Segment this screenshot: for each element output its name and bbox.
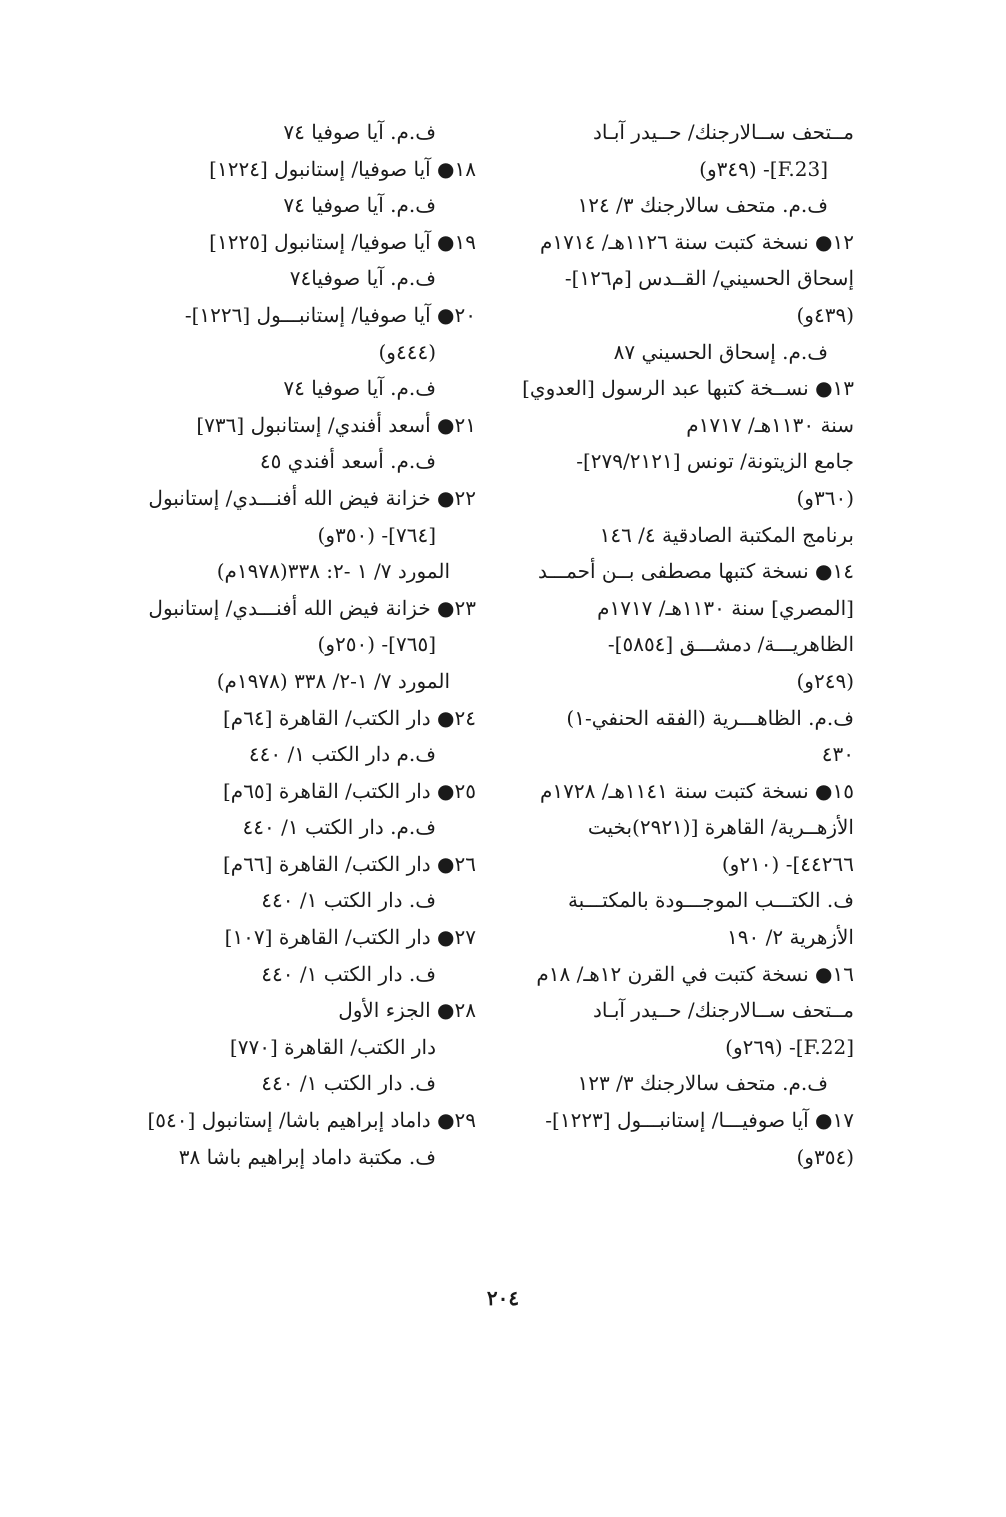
- text-line: ٤٤٢٦٦]- (٢١٠و): [721, 851, 854, 876]
- entry-heading: ٢٣● خزانة فيض الله أفنـــدي/ إستانبول: [148, 595, 476, 620]
- entry-heading: ٢٤● دار الكتب/ القاهرة [٦٤م]: [223, 705, 476, 730]
- text-line: ف. مكتبة داماد إبراهيم باشا ٣٨: [178, 1144, 436, 1169]
- entry-heading: ٢٧● دار الكتب/ القاهرة [١٠٧]: [224, 925, 476, 950]
- entry-heading: ١٨● آيا صوفيا/ إستانبول [١٢٢٤]: [209, 156, 476, 181]
- text-line: برنامج المكتبة الصادقية ٤/ ١٤٦: [599, 522, 854, 547]
- text-line: ف. الكتـــب الموجـــودة بالمكتـــبة: [567, 888, 854, 913]
- text-line: ف.م. متحف سالارجنك ٣/ ١٢٣: [577, 1071, 828, 1096]
- text-line: ف. دار الكتب ١/ ٤٤٠: [261, 1071, 436, 1096]
- entry-heading: ١٩● آيا صوفيا/ إستانبول [١٢٢٥]: [209, 229, 476, 254]
- text-line: [F.23]- (٣٤٩و): [699, 156, 828, 181]
- entry-heading: ١٣● نســخة كتبها عبد الرسول [العدوي]: [522, 376, 854, 401]
- text-line: ف.م. دار الكتب ١/ ٤٤٠: [242, 815, 436, 840]
- text-line: الأزهــرية/ القاهرة [(٢٩٢١)بخيت: [587, 815, 854, 840]
- text-line: ف.م. متحف سالارجنك ٣/ ١٢٤: [577, 193, 828, 218]
- text-line: ف.م. آيا صوفيا٧٤: [289, 266, 436, 291]
- entry-heading: ٢٥● دار الكتب/ القاهرة [٦٥م]: [223, 778, 476, 803]
- text-line: ف.م. آيا صوفيا ٧٤: [283, 376, 436, 401]
- text-line: (٣٦٠و): [796, 485, 854, 510]
- text-line: ف.م. آيا صوفيا ٧٤: [283, 193, 436, 218]
- text-line: جامع الزيتونة/ تونس [٢٧٩/٢١٢١]-: [576, 449, 854, 474]
- text-line: [٧٦٥]- (٢٥٠و): [317, 632, 436, 657]
- text-line: (٤٣٩و): [796, 302, 854, 327]
- text-line: ٤٣٠: [821, 742, 854, 767]
- text-line: (٢٤٩و): [796, 668, 854, 693]
- text-line: ف.م. الظاهـــرية (الفقه الحنفي-١): [566, 705, 854, 730]
- text-line: مــتحف ســالارجنك/ حــيدر آبـاد: [592, 120, 854, 144]
- entry-heading: ١٢● نسخة كتبت سنة ١١٢٦هـ/ ١٧١٤م: [540, 229, 854, 254]
- text-line: (٣٥٤و): [796, 1144, 854, 1169]
- entry-heading: ٢٠● آيا صوفيا/ إستانبـــول [١٢٢٦]-: [184, 302, 476, 327]
- text-line: (٤٤٤و): [378, 339, 436, 364]
- text-line: ف.م. آيا صوفيا ٧٤: [283, 120, 436, 144]
- text-line: الظاهريـــة/ دمشـــق [٥٨٥٤]-: [607, 632, 854, 657]
- text-line: الأزهرية ٢/ ١٩٠: [727, 925, 854, 950]
- text-line: المورد ٧/ ١ -٢: ٣٣٨(١٩٧٨م): [216, 559, 450, 584]
- text-line: مــتحف ســالارجنك/ حــيدر آبـاد: [592, 998, 854, 1023]
- text-line: ف.م. أسعد أفندي ٤٥: [259, 449, 436, 474]
- text-line: [F.22]- (٢٦٩و): [725, 1034, 854, 1059]
- text-line: سنة ١١٣٠هـ/ ١٧١٧م: [686, 412, 854, 437]
- entry-heading: ٢٩● داماد إبراهيم باشا/ إستانبول [٥٤٠]: [147, 1108, 476, 1133]
- right-column: [514, 114, 854, 1175]
- text-line: [٧٦٤]- (٣٥٠و): [317, 522, 436, 547]
- text-line: المورد ٧/ ١-٢/ ٣٣٨ (١٩٧٨م): [216, 668, 450, 693]
- text-line: ف.م دار الكتب ١/ ٤٤٠: [248, 742, 436, 767]
- text-line: ف.م. إسحاق الحسيني ٨٧: [613, 339, 828, 364]
- entry-heading: ١٦● نسخة كتبت في القرن ١٢هـ/ ١٨م: [536, 961, 854, 986]
- text-line: [المصري] سنة ١١٣٠هـ/ ١٧١٧م: [597, 595, 854, 620]
- entry-heading: ٢٨● الجزء الأول: [338, 998, 476, 1023]
- text-line: ف. دار الكتب ١/ ٤٤٠: [261, 961, 436, 986]
- entry-heading: ٢١● أسعد أفندي/ إستانبول [٧٣٦]: [196, 412, 476, 437]
- page-number: ٢٠٤: [486, 1286, 520, 1310]
- entry-heading: ١٤● نسخة كتبها مصطفى بــن أحمـــد: [538, 559, 854, 584]
- text-line: إسحاق الحسيني/ القــدس [م١٢٦]-: [564, 266, 854, 291]
- left-column: [126, 114, 476, 1175]
- entry-heading: ٢٦● دار الكتب/ القاهرة [٦٦م]: [223, 851, 476, 876]
- entry-heading: ١٥● نسخة كتبت سنة ١١٤١هـ/ ١٧٢٨م: [540, 778, 854, 803]
- entry-heading: ٢٢● خزانة فيض الله أفنـــدي/ إستانبول: [148, 485, 476, 510]
- text-line: دار الكتب/ القاهرة [٧٧٠]: [229, 1034, 436, 1059]
- text-line: ف. دار الكتب ١/ ٤٤٠: [261, 888, 436, 913]
- entry-heading: ١٧● آيا صوفيـــا/ إستانبـــول [١٢٢٣]-: [545, 1108, 854, 1133]
